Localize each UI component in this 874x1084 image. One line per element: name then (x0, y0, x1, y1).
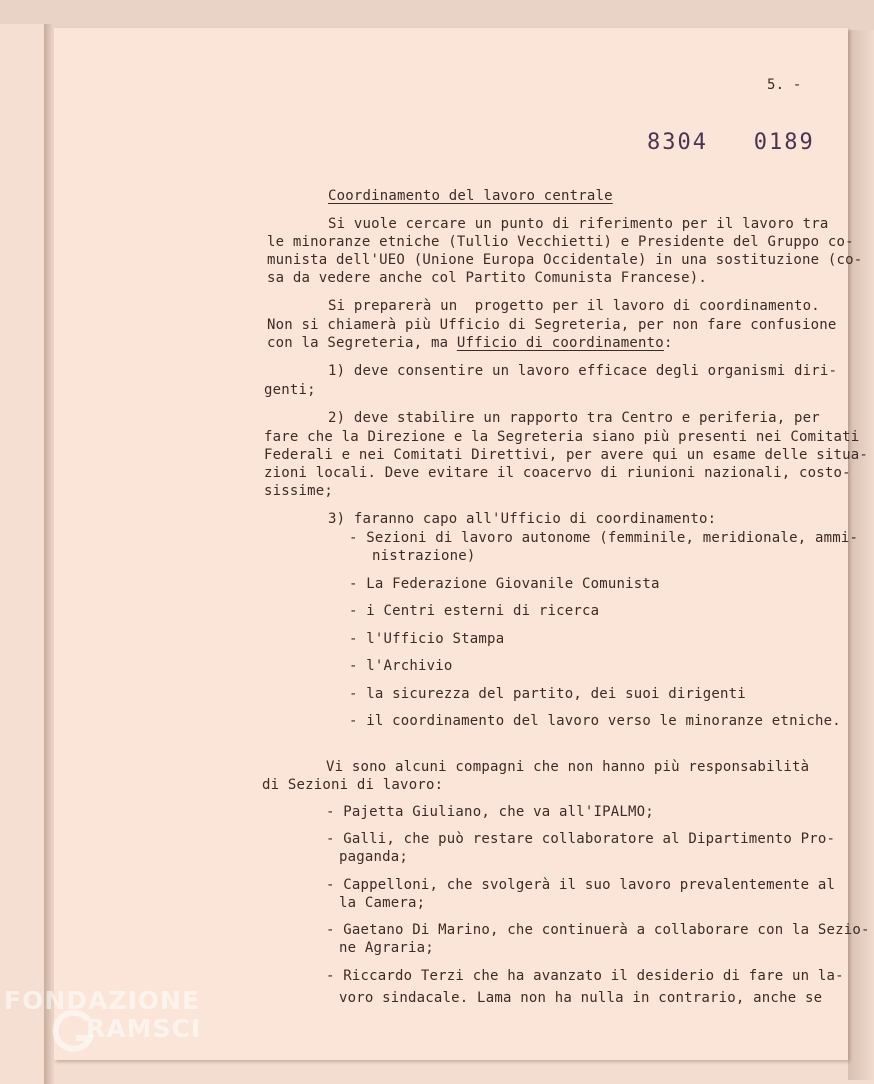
text-line: genti; (264, 382, 316, 398)
text-line: sissime; (264, 483, 334, 499)
list-item-cont: ne Agraria; (339, 940, 434, 956)
list-item: - l'Archivio (349, 658, 453, 674)
background-top (0, 0, 874, 30)
text-line: di Sezioni di lavoro: (262, 777, 444, 793)
watermark-line-2: RAMSCI (86, 1014, 202, 1043)
list-item: - l'Ufficio Stampa (349, 631, 505, 647)
text-line: Si preparerà un progetto per il lavoro di coordinamento. (328, 298, 820, 314)
text-line: sa da vedere anche col Partito Comunista Francese). (267, 270, 708, 286)
section-title: Coordinamento del lavoro centrale (328, 188, 613, 204)
list-item: - Sezioni di lavoro autonome (femminile, meridionale, ammi- (349, 530, 859, 546)
text-line: Federali e nei Comitati Direttivi, per avere qui un esame delle situa- (264, 447, 869, 463)
text-line (267, 334, 673, 352)
text-line: fare che la Direzione e la Segreteria siano più presenti nei Comitati (264, 429, 860, 445)
text-line: zioni locali. Deve evitare il coacervo di riunioni nazionali, costo- (264, 465, 851, 481)
list-item: - Pajetta Giuliano, che va all'IPALMO; (326, 804, 654, 820)
fondazione-gramsci-watermark (4, 986, 219, 1056)
list-item-cont: nistrazione) (372, 548, 476, 564)
list-item: - il coordinamento del lavoro verso le minoranze etniche. (349, 713, 841, 729)
binding-spine (44, 24, 54, 1084)
archive-code-stamp: 8304 0189 (647, 130, 815, 155)
text-fragment: con la Segreteria, ma (267, 335, 457, 351)
text-line: Si vuole cercare un punto di riferimento per il lavoro tra (328, 216, 829, 232)
underlined-term: Ufficio di coordinamento (456, 335, 664, 351)
list-item-cont: voro sindacale. Lama non ha nulla in contrario, anche se (339, 990, 823, 1006)
text-line: 1) deve consentire un lavoro efficace degli organismi diri- (328, 363, 838, 379)
list-item: - Gaetano Di Marino, che continuerà a collaborare con la Sezio- (326, 922, 870, 938)
text-line: le minoranze etniche (Tullio Vecchietti) e Presidente del Gruppo co- (267, 234, 854, 250)
text-line: 3) faranno capo all'Ufficio di coordinamento: (328, 511, 717, 527)
list-item-cont: la Camera; (339, 895, 426, 911)
watermark-line-1: FONDAZIONE (4, 986, 201, 1015)
list-item: - Cappelloni, che svolgerà il suo lavoro prevalentemente al (326, 877, 836, 893)
list-item: - Galli, che può restare collaboratore al Dipartimento Pro- (326, 831, 836, 847)
text-fragment: : (663, 335, 673, 351)
list-item: - i Centri esterni di ricerca (349, 603, 600, 619)
list-item-cont: paganda; (339, 849, 409, 865)
text-line: Vi sono alcuni compagni che non hanno più responsabilità (326, 759, 810, 775)
page-number: 5. - (767, 77, 802, 93)
list-item: - la sicurezza del partito, dei suoi dirigenti (349, 686, 746, 702)
previous-page-edge (0, 24, 45, 1084)
text-line: 2) deve stabilire un rapporto tra Centro e periferia, per (328, 410, 820, 426)
text-line: Non si chiamerà più Ufficio di Segreteria, per non fare confusione (267, 317, 837, 333)
list-item: - La Federazione Giovanile Comunista (349, 576, 660, 592)
text-line: munista dell'UEO (Unione Europa Occidentale) in una sostituzione (co- (267, 252, 863, 268)
list-item: - Riccardo Terzi che ha avanzato il desiderio di fare un la- (326, 968, 844, 984)
